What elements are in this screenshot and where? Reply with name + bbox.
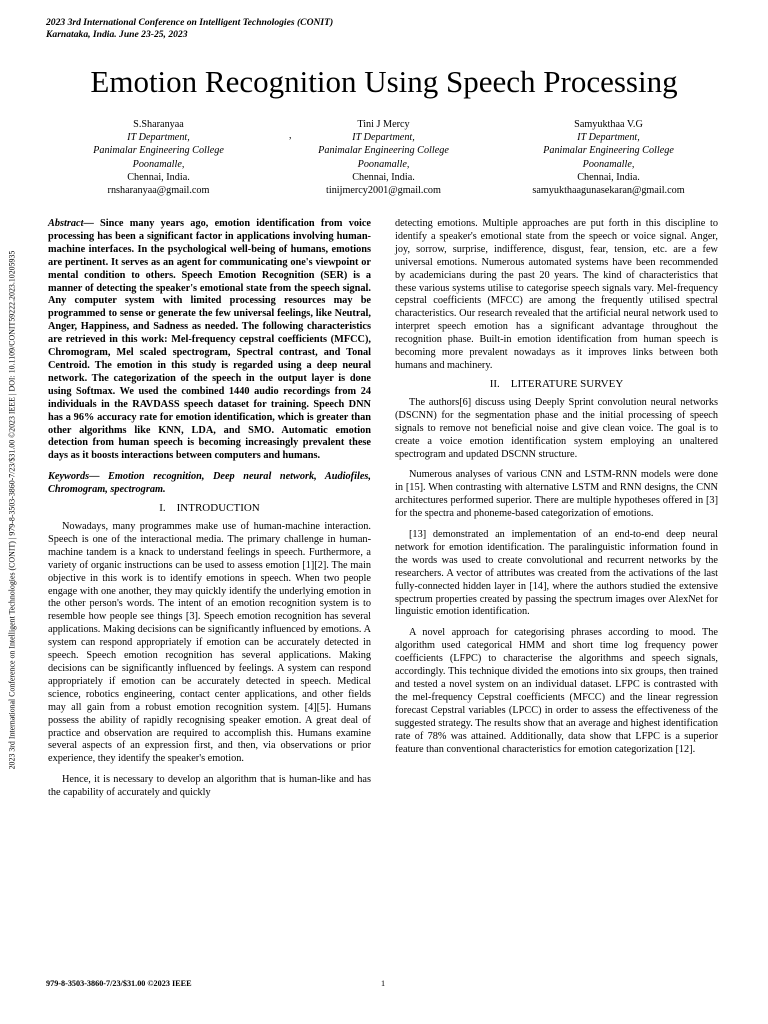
intro-paragraph-continued: detecting emotions. Multiple approaches are put forth in this discipline to identify a speaker's emotional state from the speech or voice signal. Anger, joy, sorrow, surprise, indifference, disgust, fear, tension, etc. are a few universal emotions. Numerous automated systems have been recommended by academicians during the past 20 years. The kind of characteristics that these various systems utilise to categorise speech signals vary. Mel-frequency cepstral coefficients (MFCC) are among the frequently utilised spectral characteristics. Our research revealed that the artificial neural network used to interpret speech emotion has a significant advantage throughout the recognition phase. Built-in emotion identification from human speech is becoming more prevalent nowadays as it improves links between both humans and machinery. xyxy=(395,218,718,371)
author-area: Poonamalle, xyxy=(132,158,185,170)
doi-sidebar-text: 2023 3rd International Conference on Intelligent Technologies (CONIT) | 979-8-3503-3860-7/23/$31.00 ©2023 IEEE | DOI: 10.1109/CONIT59222.2023.10205935 xyxy=(7,250,17,770)
intro-paragraph-1: Nowadays, many programmes make use of human-machine interaction. Speech is one of the interactional media. The primary challenge in human-machine tandem is a knack to understand feelings in speech. Furthermore, a variety of organic instructions can be used to assess emotion [1][2]. The main objective in this work is to identify emotions in speech. When two people engage with one another, they may quickly identify the underlying emotion in the other person's words. The intent of an emotion recognition system is to resemble how people see things [3]. Speech emotion recognition has several applications. Making decisions can be significantly influenced by emotions. A system can respond appropriately if emotion can be accurately detected in speech. Speech emotion recognition has several applications. Making decisions can be significantly influenced by feelings. A system can respond appropriately if emotion can be accurately detected in speech. Medical science, robotics engineering, contact center applications, and other fields may all gain from a robust emotion recognition system. [4][5]. Humans possess the ability of rapidly recognising speaker emotion. A great deal of practice and observation are required to accomplish this. Humans examine several aspects of an expression first, and then, via observations or prior experience, they identify the speaker's emotion. xyxy=(48,521,371,765)
author-email[interactable]: samyukthaagunasekaran@gmail.com xyxy=(532,185,685,197)
literature-paragraph-3: [13] demonstrated an implementation of an end-to-end deep neural network for emotion identification. The paralinguistic information found in the words was used to create convolutional and recurrent networks by the researchers. A vector of attributes was created from the activations of the last fully-connected hidden layer in [14], where the authors studied the extensive spectrum properties created by passing the spectrum images over AlexNet for linguistic emotion identification. xyxy=(395,529,718,618)
author-name: Tini J Mercy xyxy=(357,119,410,130)
author-dept: IT Department, xyxy=(352,132,415,144)
abstract xyxy=(48,218,371,463)
conference-header xyxy=(46,17,333,41)
author-college: Panimalar Engineering College xyxy=(318,145,449,157)
intro-paragraph-2: Hence, it is necessary to develop an algorithm that is human-like and has the capability of accurately and quickly xyxy=(48,774,371,799)
section-heading-introduction: I. INTRODUCTION xyxy=(159,502,260,515)
abstract-label: Abstract xyxy=(48,218,84,229)
author-email[interactable]: tinijmercy2001@gmail.com xyxy=(326,185,441,197)
left-column xyxy=(48,218,371,800)
literature-paragraph-4: A novel approach for categorising phrases according to mood. The algorithm used categorical HMM and short time log frequency power coefficients (LFPC) to characterise the algorithms and speech signals, accordingly. This technique divided the emotions into six groups, then trained and tested a novel system on an individual dataset. LFPC is contrasted with the mel-frequency Cepstral coefficients (MFCC) and the linear regression forecast Cepstral variables (LPCC) in order to assess the effectiveness of the suggested strategy. The results show that an average and highest identification rate of 78% was attained. Additionally, data show that LFPC is a superior feature than conventional characteristics for emotion categorization [12]. xyxy=(395,627,718,755)
author-dept: IT Department, xyxy=(127,132,190,144)
abstract-text: — Since many years ago, emotion identification from voice processing has been a significant factor in applications involving human-machine interfaces. In the psychological well-being of humans, emotions are pertinent. It serves as an agent for communicating one's viewpoint or mental condition to others. Speech Emotion Recognition (SER) is a manner of detecting the speaker's emotional state from the speech signal. Any computer system with limited processing resources may be programmed to sense or generate the few universal feelings, like Neutral, Anger, Happiness, and Sadness as needed. The following characteristics are retrieved in this work: Mel-frequency cepstral coefficients (MFCC), Chromogram, Mel scaled spectrogram, Spectral contrast, and Tonal Centroid. The emotion in this study is regarded using a deep neural network. The categorization of the speech in the output layer is done using Softmax. We used the combined 1440 audio recordings from 24 individuals in the RAVDASS speech dataset for training. Speech DNN has a 96% accuracy rate for emotion identification, which is greater than other algorithms like KNN, LDA, and SMO. Automatic emotion detection from human speech is becoming increasingly prevalent these days as it boosts interactions between computers and humans. xyxy=(48,218,371,462)
author-college: Panimalar Engineering College xyxy=(543,145,674,157)
keywords: Keywords— Emotion recognition, Deep neural network, Audiofiles, Chromogram, spectrogram. xyxy=(48,471,371,496)
author-email[interactable]: rnsharanyaa@gmail.com xyxy=(107,185,210,197)
author-separator: , xyxy=(289,130,292,141)
page-number: 1 xyxy=(381,979,386,988)
author-2 xyxy=(271,118,496,197)
literature-paragraph-1: The authors[6] discuss using Deeply Sprint convolution neural networks (DSCNN) for the segmentation phase and the initial processing of speech signals to remove not beneficial noise and give clean voice. The goal is to create a voice emotion identification system employing an unaltered spectrogram and updated DSCNN structure. xyxy=(395,396,718,460)
author-city: Chennai, India. xyxy=(127,171,190,183)
author-name: S.Sharanyaa xyxy=(133,119,184,130)
author-city: Chennai, India. xyxy=(352,171,415,183)
literature-paragraph-2: Numerous analyses of various CNN and LSTM-RNN models were done in [15]. When contrasting with alternative LSTM and RNN designs, the CNN architectures performed superior. There are multiple hypotheses offered in [3] for the spectra and phoneme-based categorization of emotions. xyxy=(395,469,718,520)
section-heading-literature-survey: II. LITERATURE SURVEY xyxy=(489,377,624,390)
author-area: Poonamalle, xyxy=(582,158,635,170)
author-dept: IT Department, xyxy=(577,132,640,144)
footer-isbn: 979-8-3503-3860-7/23/$31.00 ©2023 IEEE xyxy=(46,979,192,988)
author-3 xyxy=(496,118,721,197)
conference-location: Karnataka, India. June 23-25, 2023 xyxy=(46,29,188,40)
conference-name: 2023 3rd International Conference on Intelligent Technologies (CONIT) xyxy=(46,17,334,28)
author-name: Samyukthaa V.G xyxy=(574,119,643,130)
author-college: Panimalar Engineering College xyxy=(93,145,224,157)
doi-sidebar xyxy=(5,190,19,830)
author-1 xyxy=(46,118,271,197)
paper-title: Emotion Recognition Using Speech Processing xyxy=(90,64,678,99)
right-column xyxy=(395,218,718,756)
author-city: Chennai, India. xyxy=(577,171,640,183)
author-area: Poonamalle, xyxy=(357,158,410,170)
